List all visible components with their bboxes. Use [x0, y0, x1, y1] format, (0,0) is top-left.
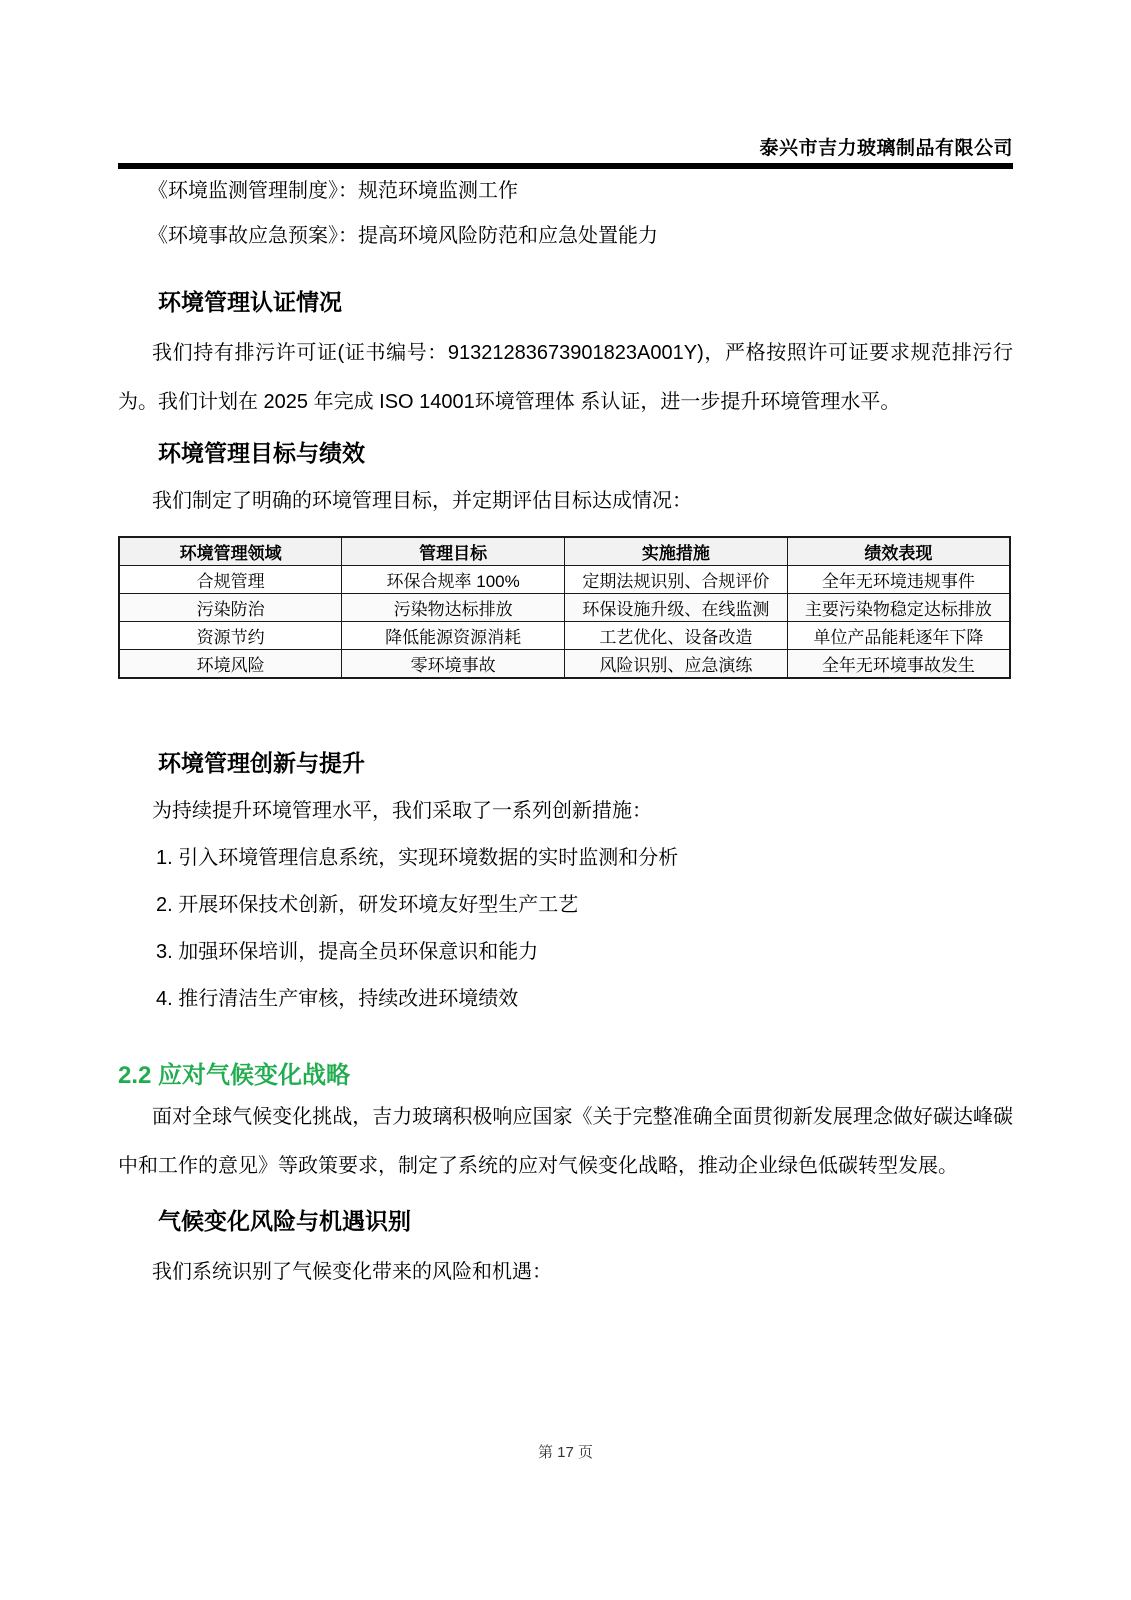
table-row: [119, 594, 1010, 622]
list-item: 1. 引入环境管理信息系统，实现环境数据的实时监测和分析: [156, 847, 679, 869]
table-cell: 全年无环境事故发生: [787, 650, 1010, 679]
table-row: [119, 566, 1010, 594]
list-item: 4. 推行清洁生产审核，持续改进环境绩效: [156, 988, 519, 1010]
page-number: 第 17 页: [537, 1444, 594, 1461]
table-cell: 污染物达标排放: [342, 594, 565, 622]
col-header-target: 管理目标: [342, 537, 565, 566]
goals-table-header-row: [119, 537, 1010, 566]
table-cell: 合规管理: [119, 566, 342, 594]
risk-heading: 气候变化风险与机遇识别: [158, 1208, 411, 1234]
col-header-domain: 环境管理领域: [119, 537, 342, 566]
page-header: [118, 0, 1013, 169]
climate-paragraph: 面对全球气候变化挑战，吉力玻璃积极响应国家《关于完整准确全面贯彻新发展理念做好碳达峰碳中和工作的意见》等政策要求，制定了系统的应对气候变化战略，推动企业绿色低碳转型发展。: [118, 1106, 1013, 1177]
table-cell: 环保合规率 100%: [342, 566, 565, 594]
company-name: 泰兴市吉力玻璃制品有限公司: [759, 138, 1013, 159]
table-cell: 降低能源资源消耗: [342, 622, 565, 650]
col-header-performance: 绩效表现: [787, 537, 1010, 566]
page-content: [118, 178, 1013, 1285]
certification-paragraph: 我们持有排污许可证(证书编号：91321283673901823A001Y)，严格按照许可证要求规范排污行为。我们计划在 2025 年完成 ISO 14001环境管理体 系认证，进一步提升环境管理水平。: [118, 342, 1013, 413]
table-row: [119, 622, 1010, 650]
table-cell: 零环境事故: [342, 650, 565, 679]
table-cell: 风险识别、应急演练: [565, 650, 788, 679]
table-cell: 单位产品能耗逐年下降: [787, 622, 1010, 650]
table-row: [119, 650, 1010, 679]
table-cell: 环境风险: [119, 650, 342, 679]
col-header-measures: 实施措施: [565, 537, 788, 566]
policy-line-monitoring: 《环境监测管理制度》：规范环境监测工作: [148, 180, 518, 202]
list-item: 2. 开展环保技术创新，研发环境友好型生产工艺: [156, 894, 579, 916]
table-cell: 资源节约: [119, 622, 342, 650]
policy-line-emergency: 《环境事故应急预案》：提高环境风险防范和应急处置能力: [148, 225, 658, 247]
innovation-heading: 环境管理创新与提升: [158, 750, 365, 776]
table-cell: 定期法规识别、合规评价: [565, 566, 788, 594]
goals-intro: 我们制定了明确的环境管理目标，并定期评估目标达成情况：: [152, 490, 692, 512]
risk-intro: 我们系统识别了气候变化带来的风险和机遇：: [152, 1261, 552, 1283]
table-cell: 污染防治: [119, 594, 342, 622]
goals-table: [118, 536, 1011, 679]
section-2-2-heading: 2.2 应对气候变化战略: [118, 1062, 351, 1089]
innovation-intro: 为持续提升环境管理水平，我们采取了一系列创新措施：: [152, 800, 652, 822]
table-cell: 主要污染物稳定达标排放: [787, 594, 1010, 622]
certification-heading: 环境管理认证情况: [158, 289, 342, 315]
list-item: 3. 加强环保培训，提高全员环保意识和能力: [156, 941, 539, 963]
table-cell: 工艺优化、设备改造: [565, 622, 788, 650]
table-cell: 全年无环境违规事件: [787, 566, 1010, 594]
table-cell: 环保设施升级、在线监测: [565, 594, 788, 622]
goals-heading: 环境管理目标与绩效: [158, 440, 365, 466]
